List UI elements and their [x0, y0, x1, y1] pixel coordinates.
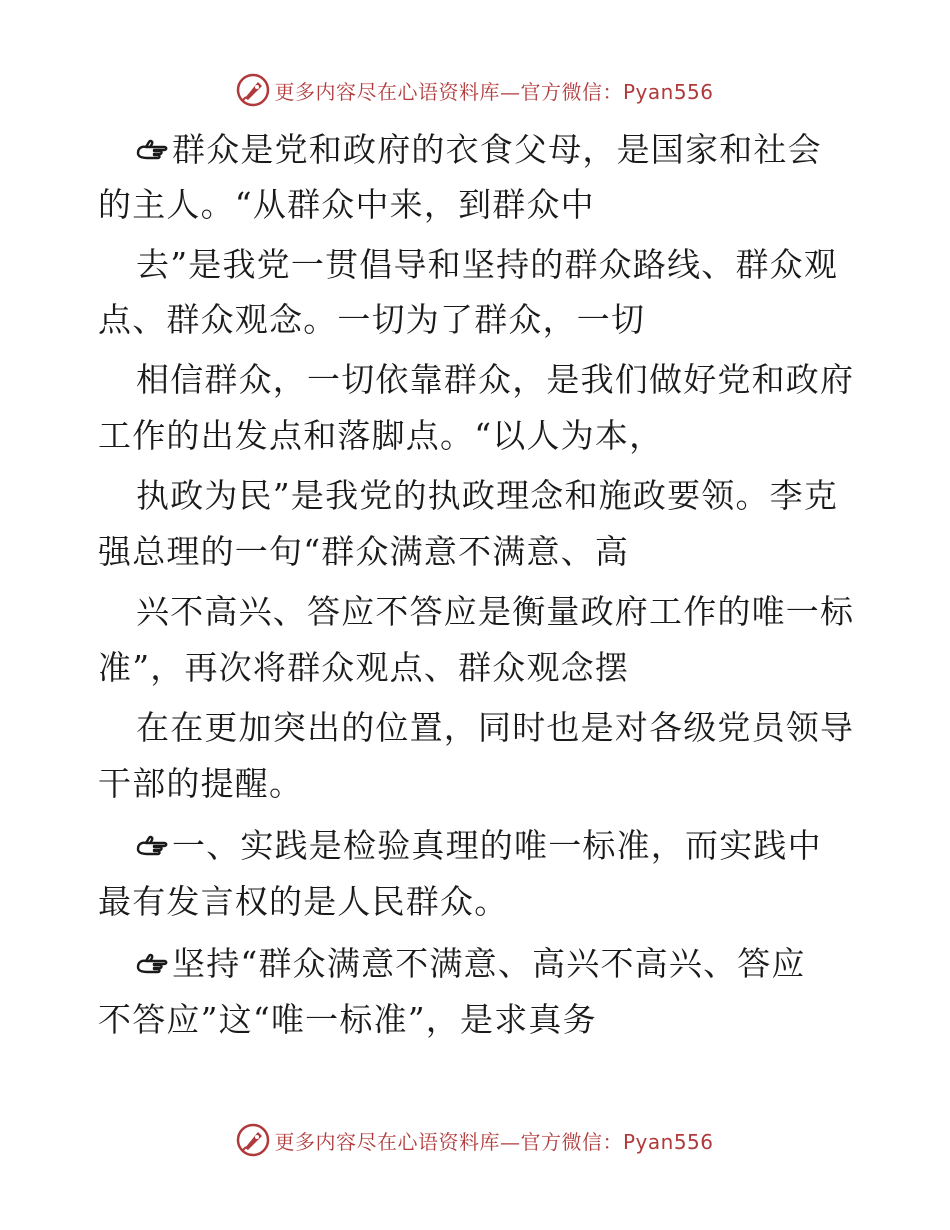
paragraph-2-line-2: 最有发言权的是人民群众。 [98, 882, 509, 921]
paragraph-1-line-9: 兴不高兴、答应不答应是衡量政府工作的唯一标 [136, 592, 855, 631]
header-wechat-id: Pyan556 [622, 79, 714, 104]
pointing-hand-icon [136, 835, 170, 859]
pointing-hand-icon [136, 139, 170, 163]
paragraph-1-line-4: 点、群众观念。一切为了群众，一切 [98, 300, 646, 339]
paragraph-1-line-6: 工作的出发点和落脚点。“以人为本， [98, 416, 664, 455]
paragraph-1-line-3: 去”是我党一贯倡导和坚持的群众路线、群众观 [136, 245, 839, 284]
paragraph-1-line-12: 干部的提醒。 [98, 764, 304, 803]
pen-nib-logo-icon [236, 73, 270, 107]
footer-wechat-id: Pyan556 [622, 1129, 714, 1154]
paragraph-1-line-8: 强总理的一句“群众满意不满意、高 [98, 532, 630, 571]
paragraph-2-line-1: 一、实践是检验真理的唯一标准，而实践中 [136, 826, 822, 866]
paragraph-1-line-2: 的主人。“从群众中来，到群众中 [98, 185, 595, 224]
paragraph-1-line-10: 准”，再次将群众观点、群众观念摆 [98, 648, 630, 687]
paragraph-3-line-1: 坚持“群众满意不满意、高兴不高兴、答应 [136, 944, 806, 984]
paragraph-1-line-11: 在在更加突出的位置，同时也是对各级党员领导 [136, 708, 855, 747]
paragraph-1-line-5: 相信群众，一切依靠群众，是我们做好党和政府 [136, 360, 855, 399]
paragraph-1-line-7: 执政为民”是我党的执政理念和施政要领。李克 [136, 476, 839, 515]
pen-nib-logo-icon [236, 1123, 270, 1157]
footer-banner [0, 1120, 950, 1160]
paragraph-3-line-2: 不答应”这“唯一标准”，是求真务 [98, 1000, 597, 1039]
paragraph-1-line-1: 群众是党和政府的衣食父母，是国家和社会 [136, 130, 822, 170]
header-banner [0, 70, 950, 110]
pointing-hand-icon [136, 953, 170, 977]
footer-banner-text: 更多内容尽在心语资料库—官方微信：Pyan556 [274, 1129, 714, 1154]
header-banner-text: 更多内容尽在心语资料库—官方微信：Pyan556 [274, 79, 714, 104]
